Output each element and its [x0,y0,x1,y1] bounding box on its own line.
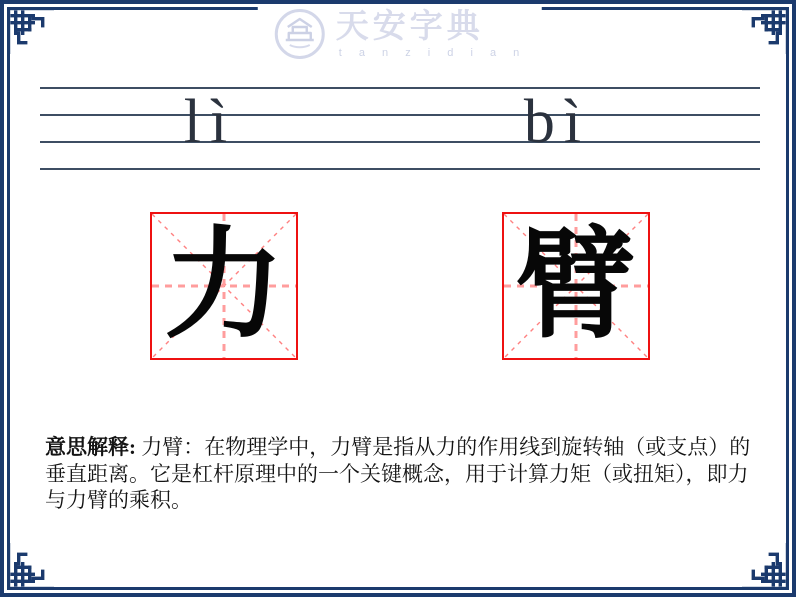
fret-ornament-bottom-left-icon [4,543,54,593]
fret-ornament-bottom-right-icon [742,543,792,593]
hanzi-grid-box-second [502,212,650,360]
fret-ornament-top-left-icon [4,4,54,54]
pinyin-second-syllable: bì [523,88,591,156]
hanzi-second: 臂 [516,219,636,352]
brand-logo-seal-icon [274,8,326,60]
brand-logo[interactable] [258,6,542,64]
hanzi-first: 力 [164,219,284,352]
definition-paragraph [45,434,759,514]
definition-body: 力臂：在物理学中，力臂是指从力的作用线到旋转轴（或支点）的垂直距离。它是杠杆原理中的一个关键概念，用于计算力矩（或扭矩），即力与力臂的乘积。 [45,435,751,512]
pinyin-first-syllable: lì [183,88,237,156]
fret-ornament-top-right-icon [742,4,792,54]
brand-name-roman: t a n z i d i a n [338,46,527,59]
pinyin-staff [0,80,800,180]
hanzi-grid-box-first [150,212,298,360]
brand-name-chinese: 天安字典 [335,9,484,46]
definition-label: 意思解释: [45,435,136,459]
pinyin-staff-lines [40,88,760,169]
